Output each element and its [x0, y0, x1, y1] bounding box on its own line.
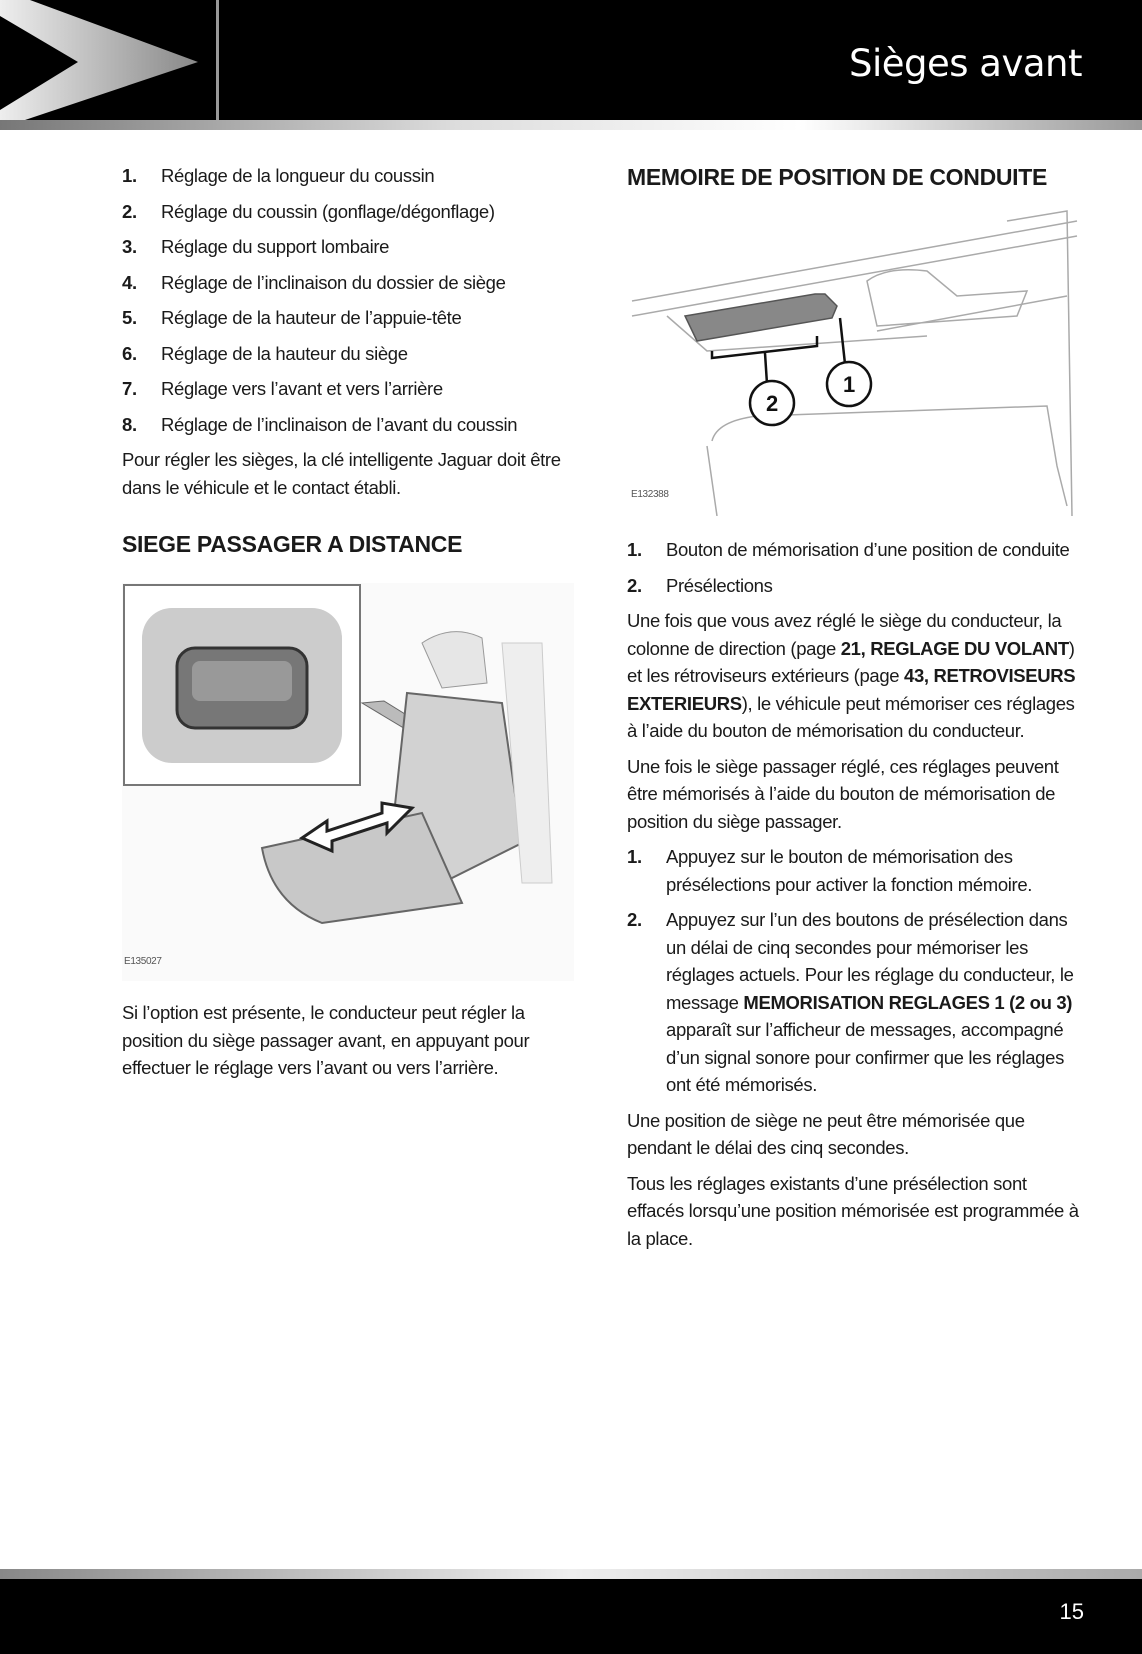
list-item [122, 340, 582, 368]
item-text: Réglage de la hauteur du siège [161, 342, 408, 364]
item-number: 8. [122, 413, 137, 435]
step-item: 2. Appuyez sur l’un des boutons de présélection dans un délai de cinq secondes pour mémoriser les réglages actuels. Pour les réglage du conducteur, le message MEMORISATION REGLAGES 1 (2 ou 3) apparaît sur l’afficheur de messages, accompagné d’un signal sonore pour confirmer que les réglages ont été mémorisés. [627, 909, 1074, 1095]
seat-adjust-list [122, 162, 582, 438]
list-item [627, 536, 1082, 564]
right-column [627, 162, 1082, 1260]
page-header [0, 0, 1142, 120]
footer-divider [0, 1569, 1142, 1579]
item-text: Réglage de l’inclinaison de l’avant du coussin [161, 413, 518, 435]
item-text: Réglage de l’inclinaison du dossier de siège [161, 271, 506, 293]
page-number: 15 [1059, 1599, 1084, 1624]
left-column [122, 162, 582, 1090]
memory-legend-list [627, 536, 1082, 599]
item-number: 6. [122, 342, 137, 364]
section-heading-remote-passenger-seat: SIEGE PASSAGER A DISTANCE [122, 531, 463, 557]
step-item: 1. Appuyez sur le bouton de mémorisation des présélections pour activer la fonction mémoire. [627, 846, 1033, 895]
remote-seat-text: Si l’option est présente, le conducteur peut régler la position du siège passager avant, en appuyant pour effectuer le réglage vers l’avant ou vers l’arrière. [122, 1002, 530, 1078]
list-item [122, 411, 582, 439]
list-item [122, 198, 582, 226]
item-text: Réglage de la hauteur de l’appuie-tête [161, 307, 462, 328]
figure-code: E132388 [631, 488, 669, 500]
item-number: 4. [122, 271, 137, 293]
item-text: Réglage du support lombaire [161, 236, 390, 257]
header-divider [0, 120, 1142, 130]
callout-1: 1 [843, 372, 855, 397]
item-text: Réglage de la longueur du coussin [161, 165, 435, 186]
item-text: Présélections [666, 574, 773, 596]
list-item [122, 233, 582, 261]
item-text: Réglage vers l’avant et vers l’arrière [161, 378, 443, 399]
item-number: 3. [122, 236, 137, 257]
item-number: 1. [627, 539, 642, 560]
memory-para-3: Une position de siège ne peut être mémorisée que pendant le délai des cinq secondes. [627, 1109, 1025, 1158]
item-number: 5. [122, 307, 137, 328]
list-item [122, 162, 582, 190]
list-item [122, 304, 582, 332]
callout-2: 2 [766, 391, 778, 416]
item-number: 7. [122, 378, 137, 399]
memory-para-4: Tous les réglages existants d’une présélection sont effacés lorsqu’une position mémorisée est programmée à la place. [627, 1172, 1079, 1249]
list-item [122, 375, 582, 403]
intro-text: Pour régler les sièges, la clé intelligente Jaguar doit être dans le véhicule et le contact établi. [122, 449, 561, 498]
memory-para-1: Une fois que vous avez réglé le siège du conducteur, la colonne de direction (page 21, REGLAGE DU VOLANT) et les rétroviseurs extérieurs (page 43, RETROVISEURS EXTERIEURS), le véhicule peut mémoriser ces réglages à l’aide du bouton de mémorisation du conducteur. [627, 610, 1076, 741]
item-text: Bouton de mémorisation d’une position de conduite [666, 539, 1070, 560]
section-heading-memory: MEMOIRE DE POSITION DE CONDUITE [627, 164, 1048, 190]
passenger-seat-figure [122, 583, 574, 981]
memory-buttons-figure [627, 206, 1080, 516]
page-title: Sièges avant [848, 42, 1082, 85]
memory-para-2: Une fois le siège passager réglé, ces réglages peuvent être mémorisés à l’aide du bouton de mémorisation de position du siège passager. [627, 755, 1059, 832]
item-number: 2. [122, 200, 137, 222]
door-memory-illustration [627, 206, 1080, 516]
item-text: Réglage du coussin (gonflage/dégonflage) [161, 200, 495, 222]
figure-code: E135027 [124, 955, 162, 967]
page-footer [0, 1579, 1142, 1654]
list-item [122, 269, 582, 297]
chevron-decoration-icon [0, 0, 230, 120]
item-number: 2. [627, 574, 642, 596]
seat-illustration [122, 583, 574, 981]
list-item [627, 572, 1082, 600]
item-number: 1. [122, 165, 137, 186]
